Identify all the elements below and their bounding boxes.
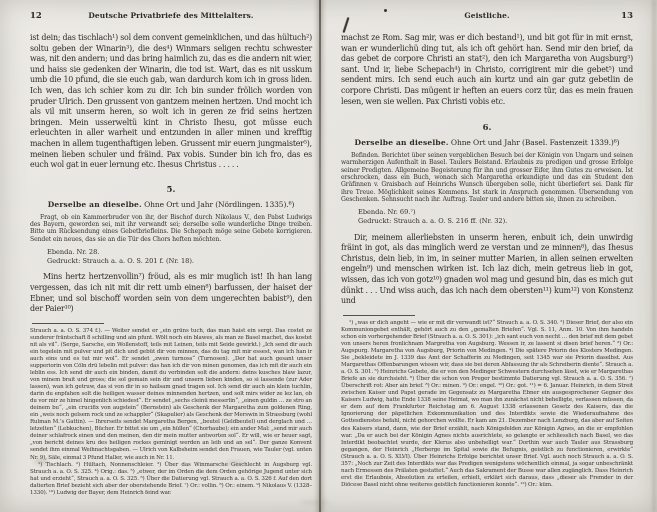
section-5-sources xyxy=(47,248,312,266)
letter-4-continuation: ist dein; das tischlach¹) sol dem convent gemeinklichen, und das hültuch²) soltu geben der Winarin³), die des⁴) Winmars seligen rechtu schwester was, nit den andern; und das bring haimlich zu, das es die andern nit wier, und haiss sie gedenken der Winarin, die tod ist. Wart, das es nit usskum umb die 10 pfund, die sie euch gab, wan dardurch kom ich in gross liden. Ich wen, das ich schier kom zu dir. Ich bin sunder frölich worden von pruder Ulrich. Den grussent von gantzem meinen hertzen. Und mocht ich als vil mit unserm heren, so wolt ich in geren ze frid seins hertzen bringen. Mein usserweltü kint in Christo Ihesu, got müsse euch erleuchten in aller warheit und entzunden in aller minen und krefftig machen in allem tugenthaftigen leben. Grussent mir euern jungmaister⁵), meinen lieben schuler und fräind. Pax vobis. Sunder bin ich fro, das es euch wol gat in euer lernung etc. Ihesus Christus . . . . . xyxy=(30,33,312,170)
right-page-number: 13 xyxy=(621,11,633,21)
section-6-heading-dating: Ohne Ort und Jahr (Basel. Fastenzeit 1339.)⁶) xyxy=(448,138,620,148)
footnote-separator-right xyxy=(343,315,415,316)
section-6-heading xyxy=(341,138,633,147)
right-running-title: Geistliche. xyxy=(464,11,510,20)
scan-smudge xyxy=(226,461,244,465)
section-5-summary: Fragt, ob ein Kammerbruder von ihr, der Bischof durch Nikolaus V., den Pabst Ludwigs des Bayern, geworden sei, mit ihr verwandt sei; derselbe solle wunderliche Dinge treiben. Bitte um Rücksendung eines Gebetbriefleins. Die Schepach möge seine Gebete korrigieren. Sendet ein neues, das sie an die Tür des Chors heften möchten. xyxy=(30,213,312,243)
source-ebenda: Ebenda. Nr. 28. xyxy=(47,247,100,256)
right-footnotes xyxy=(341,320,633,489)
footnote-separator-left xyxy=(32,323,104,324)
right-page-header xyxy=(341,11,633,24)
ink-dot xyxy=(384,9,387,12)
section-5-heading-sender: Derselbe an dieselbe. xyxy=(47,199,142,209)
left-footnote-commentary: Strauch a. a. O. S. 374 f.). — Weiter sendet er „ein grüns tuch, das man haist ein sergi. Das costet ze sunderer fräntschaft 8 schilling und ain pfunt. Wölt noch ein blawes, als man ze Basel machet, das kostet nit als vil“. (Serge, Sarsche, ein Wollenstoff, teils mit Leinen, teils mit Seide gewirkt.) „Ich send dir auch ein tegelein mit pulver und pit dich und gebüt dir von minnen, das du tag mit mir essest, wan ich han ir auch eins und es tut mir wol“. Er sendet „zwen turnoss“ (Turnosen). „Der hat auch gesant unser supperiorin von Cöln drü lebelin mit pulver: das han ich dir von minen genomen, das ich mit dir auch ein leblin ess. Ich send dir auch ein binden, damit du verbinden solt die andern: deins kusches blaw lazur, von minem brait und gross; die sol gemain sein dir und unsern lieben kinden, so si lassende (zur Ader lassen), wan ich getruw, das si von dir in so hailsam gnad tragen sol. Ich send dir auch ain klein tuchlin, darin du enpfahen solt die heiligen wasser deines minnenden hertzen, und solt mirs wider ze lez lan, ob du vor mir ze himel hingenlich schiedest“. Er sendet „sechs cleinü messerlin“, „einen guldin … ze stro an deinem bu“, „ein crucifix von augstein“ (Bernstein) als Geschenk der Margaretha zum goldenen Ring, ein „weis noch gelsem rock und ze schappler“ (Skapulier) als Geschenk der Merswin in Strassburg (wohl Rulman M.’s Gattin). — Ihrerseits sendet Margaretha Bergen, „beutel (Geldbeutel) und derglach und … letzelten“ (Lebkuchen), Bücher. Er bittet sie um „ein hüllen“ (Chorhaube); ein ander Mal: „send mir auch deiner schlafrock einen und den meinen, den dir mein mutter antworten sol“. Er will, wie er heuer sagt, „von bericht deines kru des heiligen rockes geminigt werden an leib und an sel“. Der ganze Konvent sendet ihm einmal Weihnachtsgaben. — Ulrich von Kalbsheim sendet den Frauen, wie Tauler (vgl. unten Nr. 9), Säle, einmal 3 Pfund Haller, wie auch in Nr. 11. xyxy=(30,327,312,461)
section-6-sources xyxy=(358,208,633,226)
source-gedruckt: Gedruckt: Strauch a. a. O. S. 201 f. (Nr. 18). xyxy=(47,257,195,266)
section-6-heading-sender: Derselbe an dieselbe. xyxy=(354,138,449,148)
source-gedruckt: Gedruckt: Strauch a. a. O. S. 216 ff. (Nr. 32). xyxy=(358,217,508,226)
section-6-number: 6. xyxy=(482,122,492,133)
source-ebenda: Ebenda. Nr. 69.⁷) xyxy=(358,208,416,217)
letter-5-continuation: machst ze Rom. Sag mir, was er dich bestand¹), und bit got für in mit ernst, wan er wunderlichü ding tut, als ich oft gehört han. Send mir den brief, da das gebet de corpore Christi an stat²), den ich Margaretha von Augsburg³) sant. Und ir, liebe Schepach⁴) in Christo, corrigirent mir die gebet⁵) und sendent mirs. Ich send euch auch ain kurtz und ain gar gutz gebetlin de corpore Christi. Das mügent ir heften an euers corz tür, das es mein frauen lesen, wen sie wellen. Pax Christi vobis etc. xyxy=(341,33,633,106)
right-footnote-block: ¹) „was er dich angeht — wie er mit dir verwandt ist?“ Strauch a. a. O. S. 340. ²) Dieser Brief, der also ein Kommuniongebet enthält, gehört auch zu den „gemalten Briefen“. Vgl. S. 11, Anm. 10. Von ihm handeln schon ein vorhergehender Brief (Strauch a. a. O. S. 301): „ich sant euch von necht … den brief mit dem gebet von unsers heren fronlichnam Margretha von Augsburg. Wessen ir, ze lassent si disen brief heren.“ ³) Or.: Augspurg. Margaretha von Augsburg, Priorin von Medingen. ⁴) Die spätere Priorin des Klosters Medingen. Sie „bekleidete im J. 1339 das Amt der Schafferin zu Medingen, seit 1345 war sie Priorin daselbst. Aus Margarethas Offenbarungen wissen wir, dass sie bei deren Abfassung ihr als Schreiberin diente“. Strauch a. a. O. S. 301. ⁵) Heinrichs Gebete, die er von den Medinger Schwestern durchsehen lässt, wie er Margarethas Briefe an sie durchsieht. ⁶) Über die schon von Preger bestimmte Datierung vgl. Strauch a. a. O. S. 356. ⁷) Überschrift rot: Aber ain brief. ⁸) Or.: minen. ⁹) Or.: engel. ¹⁰) Or.: got. ¹¹) = 6. Januar. Heinrich, in dem Streit zwischen Kaiser und Papst gerade im Gegensatz zu Margaretha Ebner ein ausgesprochener Gegner des Kaisers Ludwig, hatte Ende 1338 seine Heimat, wo man ihn zunächst nicht behelligte, verlassen müssen, da er dem auf dem Frankfurter Reichstag am 6. August 1338 erlassenen Gesetz des Kaisers, das die Ignorierung der päpstlichen Exkommunikation und des Interdikts sowie die Wiederaufnahme des Gottesdienstes befahl, nicht gehorchen wollte. Er kam am 21. Dezember nach Lenzburg, das aber auf Seiten des Kaisers stand, dann, wie der Brief erzählt, nach Königsfelden zur Königin Agnes, an die er empfohlen war. „Da er auch bei der Königin Agnes nichts ausrichtete, so gelangte er schliesslich nach Basel, wo das Interdikt beobachtet wurde, der Klerus also unbehelligt war.“ Dorthin war auch Tauler aus Strassburg gegangen, der Heinrich „Herberge im Spital sowie die Befugnis, geistlich zu functionieren, erwirkte“ (Strauch a. a. O. S. XLVI). Über Heinrichs Erfolge berichtet unser Brief. Vgl. auch noch Strauch a. a. O. S. 357: „Noch zur Zeit des Interdikts war das Predigen wenigstens wöchentlich einmal, ja sogar unbeschränkt nach Ermessen des Prälaten gestattet.“ Auch das Sakrament der Busse war allen zugänglich. Dass Heinrich erst die Erlaubnis, Absolution zu erteilen, erhielt, erklärt sich daraus, dass „dieser als Fremder in der Diöcese Basel nicht ohne weiteres geistlich functionieren konnte“. ¹²) Or.: küm. xyxy=(341,319,633,488)
section-6-summary: Befinden. Berichtet über seinen vergeblichen Besuch bei der Königin von Ungarn und seinen warmherzigen Aufenthalt in Basel. Taulers Beistand. Erlaubnis zu predigen und grosse Erfolge seiner Predigten. Allgemeine Begeisterung für ihn und grosser Eifer, ihm Gutes zu erweisen. Ist erschrocken, dass ein Buch, wonach sich Margaretha erkundigte und das ein Student den Gräfinnen v. Graisbach auf Heinrichs Wunsch übergeben solle, nicht überliefert sei. Dank für ihre Treue. Möglichkeit seines Kommens. Ist stark in Anspruch genommen. Übersendung von Geschenken. Sehnsucht nach ihr. Auftrag. Tauler und andere bitten sie, ihnen zu schreiben. xyxy=(341,152,633,203)
section-5-heading xyxy=(30,200,312,209)
letter-6-opening: Dir, meinem allerliebsten in unserm heren, enbuit ich, dein unwirdig fräint in got, als das minglich werd ze verstan und ze minnen⁸), das Ihesus Christus, dein lieb, in im, in seiner mutter Marien, in allen seinen erwelten engeln⁹) und menschen wirken ist. Ich laz dich, mein getreus lieb in got, wissen, das ich von gotz¹⁰) gnaden wol mag und gesund bin, das es mich gut dünkt . . . Und wiss auch, das ich nach dem obersten¹¹) kum¹²) von Konstenz und xyxy=(341,232,633,306)
left-page xyxy=(30,0,312,512)
letter-5-opening: Mins hertz hertzenvollin⁷) fröud, als es mir muglich ist! Ih han lang vergessen, das ich nit mit dir rett umb einen⁸) barfussen, der haiset der Ebner, und sol bischoff worden sein von dem ungerechten babist⁹), den der Paier¹⁰) xyxy=(30,272,312,314)
scan-smudge xyxy=(34,459,48,464)
left-footnotes xyxy=(30,328,312,497)
scan-smudge xyxy=(300,500,330,505)
section-5-heading-dating: Ohne Ort und Jahr (Nördlingen. 1335).⁶) xyxy=(141,199,295,209)
left-running-title: Deutsche Privatbriefe des Mittelalters. xyxy=(88,11,254,20)
scan-edge-streak xyxy=(652,0,656,512)
right-page xyxy=(341,0,633,512)
left-page-number: 12 xyxy=(30,11,42,21)
section-5-number: 5. xyxy=(166,183,176,194)
left-footnote-numbered: ¹) Tischlach. ²) Hültach, Nonnenschleier. ³) Über das Winmarsche Geschlecht in Augsburg vgl. Strauch a. a. O. S. 325. ⁴) Orig.: das. ⁵) „etwer, der im Orden die dem Orden gehörige Jugend unter sich hat und erzieht“, Strauch a. a. O. S. 325. ⁶) Über die Datierung vgl. Strauch a. a. O. S. 326 f. Auf den dort datierten Brief bezieht sich aber der oberstehende Brief. ⁷) Or.: vollin. ⁸) Or.: einem. ⁹) Nikolaus V. (1328–1330). ¹⁰) Ludwig der Bayer, dem Heinrich feind war. xyxy=(30,461,312,496)
left-page-header xyxy=(30,11,312,24)
page-gutter-shadow xyxy=(319,0,321,512)
